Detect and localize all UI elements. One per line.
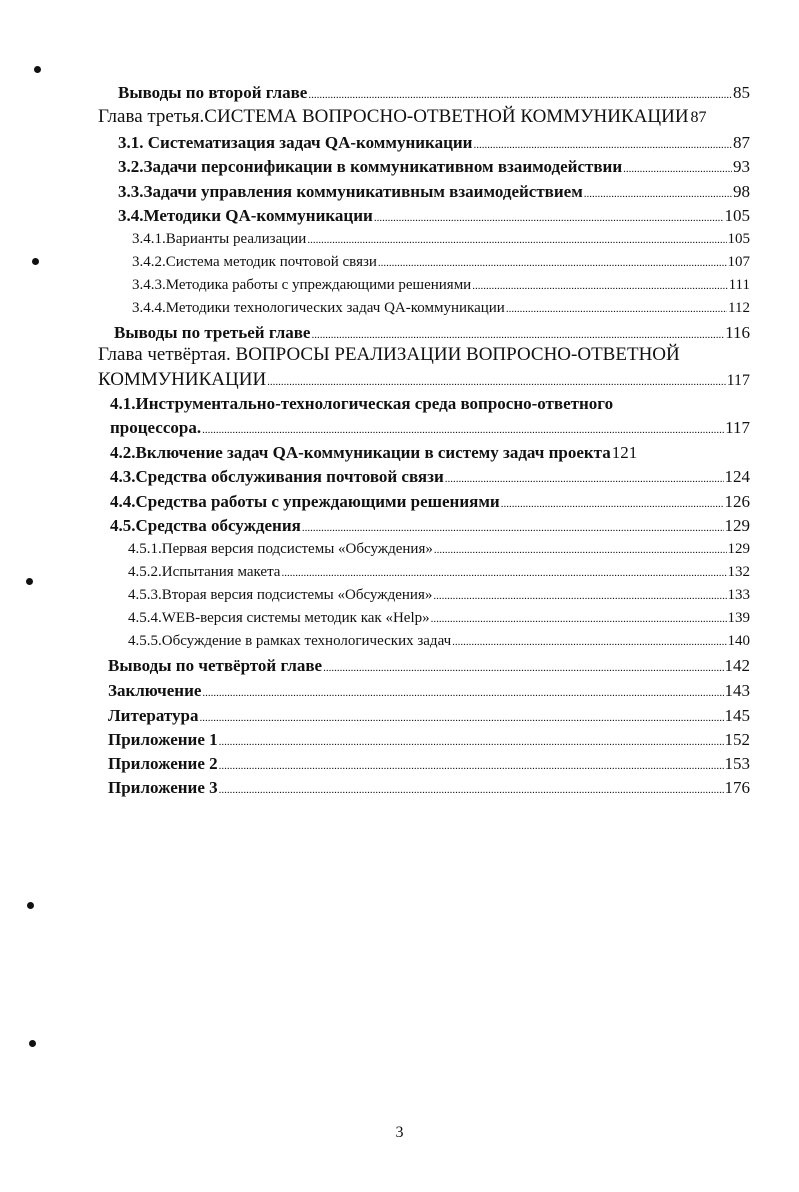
toc-entry-4-5-4 (128, 610, 750, 627)
toc-leader-dots (431, 613, 727, 625)
toc-entry-title: 4.2.Включение задач QA-коммуникации в систему задач проекта (110, 443, 611, 462)
toc-entry-page: 107 (727, 254, 750, 270)
toc-entry-page: 121 (611, 443, 638, 462)
toc-entry-ch2-conclusions (118, 83, 750, 103)
toc-entry-page: 85 (733, 83, 750, 102)
toc-entry-page: 105 (724, 206, 750, 225)
toc-entry-title: Выводы по третьей главе (114, 323, 311, 342)
toc-entry-page: 98 (733, 182, 750, 201)
toc-leader-dots (202, 424, 724, 436)
toc-entry-page: 133 (727, 587, 750, 603)
toc-entry-page: 87 (690, 109, 707, 126)
binding-hole-mark (27, 902, 34, 909)
toc-leader-dots (434, 544, 727, 556)
binding-hole-mark (29, 1040, 36, 1047)
toc-leader-dots (308, 89, 732, 101)
toc-leader-dots (199, 712, 723, 724)
toc-entry-page: 140 (727, 633, 750, 649)
binding-hole-mark (34, 66, 41, 73)
toc-entry-page: 139 (727, 610, 750, 626)
toc-entry-page: 112 (728, 300, 750, 316)
toc-entry-title: 4.4.Средства работы с упреждающими решениями (110, 492, 500, 511)
toc-entry-4-5-5 (128, 633, 750, 650)
toc-entry-4-5 (110, 516, 750, 536)
toc-entry-title: Заключение (108, 681, 202, 700)
toc-entry-3-4-4 (132, 300, 750, 317)
toc-leader-dots (323, 662, 723, 674)
toc-leader-dots (584, 188, 732, 200)
toc-entry-title: 4.5.3.Вторая версия подсистемы «Обсуждения» (128, 587, 433, 603)
toc-entry-title: Выводы по второй главе (118, 83, 308, 102)
toc-entry-title: 4.3.Средства обслуживания почтовой связи (110, 467, 444, 486)
toc-entry-title: 4.5.1.Первая версия подсистемы «Обсуждения» (128, 541, 433, 557)
toc-entry-page: 87 (733, 133, 750, 152)
toc-entry-4-5-1 (128, 541, 750, 558)
binding-hole-mark (26, 578, 33, 585)
toc-leader-dots (219, 784, 724, 796)
toc-entry-4-4 (110, 492, 750, 512)
toc-entry-title: 3.4.4.Методики технологических задач QA-коммуникации (132, 300, 505, 316)
toc-entry-page: 116 (725, 323, 750, 342)
toc-entry-title: Литература (108, 706, 199, 725)
toc-entry-page: 117 (726, 372, 750, 389)
toc-entry-page: 176 (724, 778, 750, 797)
toc-entry-4-3 (110, 467, 750, 487)
toc-entry-page: 126 (724, 492, 750, 511)
toc-entry-3-3 (118, 182, 750, 202)
binding-hole-mark (32, 258, 39, 265)
toc-leader-dots (219, 760, 724, 772)
toc-leader-dots (307, 234, 726, 246)
toc-entry-page: 111 (728, 277, 750, 293)
toc-entry-title: Глава третья.СИСТЕМА ВОПРОСНО-ОТВЕТНОЙ КОММУНИКАЦИИ (98, 106, 689, 127)
toc-entry-appendix-1 (108, 730, 750, 750)
toc-leader-dots (445, 473, 724, 485)
toc-entry-page: 129 (727, 541, 750, 557)
toc-entry-title: 4.5.2.Испытания макета (128, 564, 281, 580)
toc-leader-dots (452, 636, 726, 648)
toc-entry-4-1 (110, 418, 750, 438)
toc-leader-dots (433, 590, 726, 602)
toc-entry-title: Приложение 3 (108, 778, 218, 797)
toc-leader-dots (311, 329, 724, 341)
toc-entry-3-4-3 (132, 277, 750, 294)
toc-entry-4-5-3 (128, 587, 750, 604)
toc-leader-dots (281, 567, 726, 579)
toc-entry-3-1 (118, 133, 750, 153)
toc-leader-dots (374, 212, 724, 224)
toc-leader-dots (623, 163, 732, 175)
toc-entry-page: 105 (727, 231, 750, 247)
toc-leader-dots (473, 139, 732, 151)
toc-leader-dots (267, 376, 725, 388)
toc-leader-dots (219, 736, 724, 748)
toc-entry-title: 3.4.3.Методика работы с упреждающими решениями (132, 277, 472, 293)
toc-entry-page: 93 (733, 157, 750, 176)
toc-entry-title: Выводы по четвёртой главе (108, 656, 323, 675)
toc-entry-page: 117 (725, 418, 750, 437)
toc-entry-3-4 (118, 206, 750, 226)
toc-entry-title: процессора. (110, 418, 202, 437)
toc-entry-3-2 (118, 157, 750, 177)
toc-entry-title: 3.4.1.Варианты реализации (132, 231, 307, 247)
toc-entry-page: 129 (724, 516, 750, 535)
toc-entry-conclusion (108, 681, 750, 701)
toc-entry-page: 145 (724, 706, 750, 725)
toc-entry-title: КОММУНИКАЦИИ (98, 369, 267, 390)
toc-entry-3-4-2 (132, 254, 750, 271)
toc-entry-title: 4.5.5.Обсуждение в рамках технологических задач (128, 633, 452, 649)
toc-entry-ch4-conclusions (108, 656, 750, 676)
toc-leader-dots (472, 280, 727, 292)
toc-entry-page: 152 (724, 730, 750, 749)
toc-entry-chapter-3 (98, 106, 750, 128)
toc-entry-ch3-conclusions (114, 323, 750, 343)
toc-entry-chapter-4-line1: Глава четвёртая. ВОПРОСЫ РЕАЛИЗАЦИИ ВОПРОСНО-ОТВЕТНОЙ (98, 344, 680, 365)
toc-entry-appendix-2 (108, 754, 750, 774)
toc-entry-page: 142 (724, 656, 750, 675)
toc-leader-dots (501, 498, 724, 510)
toc-entry-appendix-3 (108, 778, 750, 798)
toc-entry-chapter-4 (98, 369, 750, 391)
toc-leader-dots (302, 522, 724, 534)
page-number: 3 (395, 1124, 404, 1141)
toc-leader-dots (378, 257, 727, 269)
toc-entry-title: Приложение 1 (108, 730, 218, 749)
toc-entry-title: 4.5.4.WEB-версия системы методик как «Help» (128, 610, 430, 626)
toc-entry-page: 132 (727, 564, 750, 580)
toc-entry-title: 4.5.Средства обсуждения (110, 516, 301, 535)
toc-leader-dots (202, 687, 723, 699)
toc-entry-3-4-1 (132, 231, 750, 248)
toc-entry-title: 3.2.Задачи персонификации в коммуникативном взаимодействии (118, 157, 623, 176)
toc-entry-page: 143 (724, 681, 750, 700)
toc-entry-4-5-2 (128, 564, 750, 581)
toc-entry-page: 153 (724, 754, 750, 773)
toc-leader-dots (506, 303, 727, 315)
toc-entry-title: 3.3.Задачи управления коммуникативным взаимодействием (118, 182, 583, 201)
toc-entry-title: 3.4.Методики QA-коммуникации (118, 206, 373, 225)
toc-entry-4-2 (110, 443, 750, 463)
toc-entry-literature (108, 706, 750, 726)
toc-entry-4-1-line1: 4.1.Инструментально-технологическая среда вопросно-ответного (110, 394, 614, 413)
toc-entry-page: 124 (724, 467, 750, 486)
toc-entry-title: 3.1. Систематизация задач QA-коммуникации (118, 133, 473, 152)
toc-entry-title: Приложение 2 (108, 754, 218, 773)
toc-entry-title: 3.4.2.Система методик почтовой связи (132, 254, 377, 270)
